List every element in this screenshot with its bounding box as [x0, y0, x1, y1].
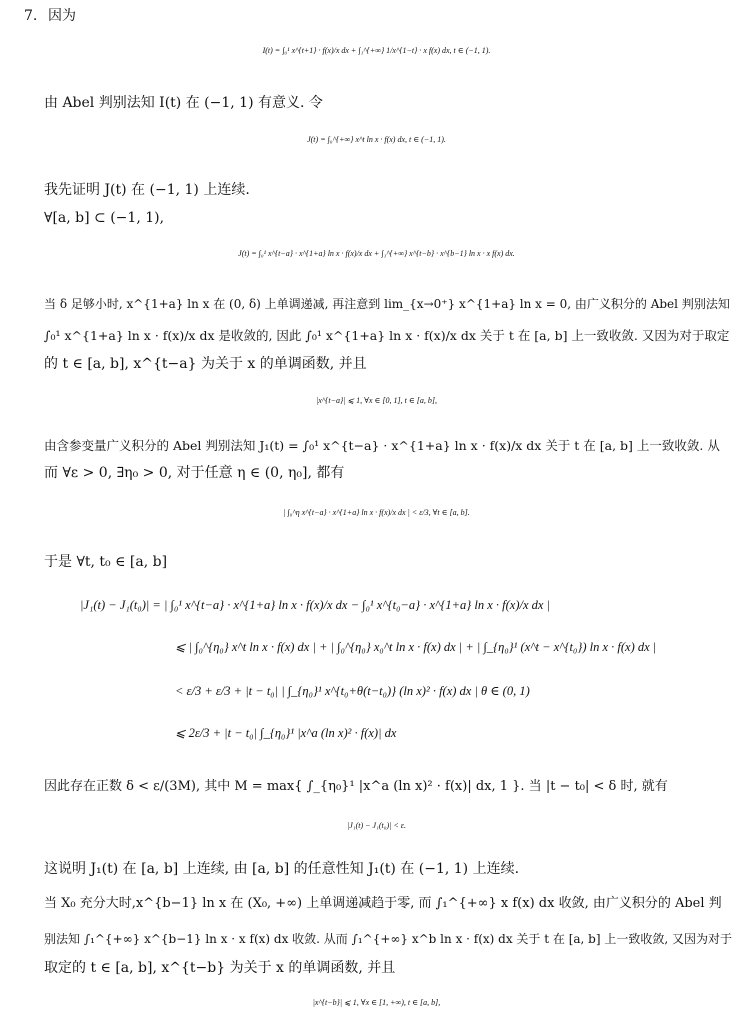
- text-line: 由 Abel 判别法知 I(t) 在 (−1, 1) 有意义. 令: [44, 95, 323, 111]
- text-line: 因为: [48, 8, 76, 24]
- text-line: 取定的 t ∈ [a, b], x^{t−b} 为关于 x 的单调函数, 并且: [44, 960, 396, 976]
- text-line: 因此存在正数 δ < ε/(3M), 其中 M = max{ ∫_{η₀}¹ |x^a (ln x)² · f(x)| dx, 1 }. 当 |t − t₀| < δ 时, 就有: [44, 779, 668, 794]
- equation-diff-1: |J₁(t) − J₁(t₀)| = | ∫₀¹ x^{t−a} · x^{1+a} ln x · f(x)/x dx − ∫₀¹ x^{t₀−a} · x^{1+a} ln x · f(x)/x dx |: [80, 598, 550, 612]
- equation-I: I(t) = ∫₀¹ x^{t+1} · f(x)/x dx + ∫₁^{+∞} 1/x^{1−t} · x f(x) dx, t ∈ (−1, 1).: [262, 46, 491, 55]
- equation-J-split: J(t) = ∫₀¹ x^{t−a} · x^{1+a} ln x · f(x)/x dx + ∫₁^{+∞} x^{t−b} · x^{b−1} ln x · x f(x) dx.: [238, 249, 515, 258]
- text-line: 我先证明 J(t) 在 (−1, 1) 上连续.: [44, 182, 250, 198]
- equation-conclusion: |J₁(t) − J₁(t₀)| < ε.: [347, 821, 406, 830]
- text-line: 这说明 J₁(t) 在 [a, b] 上连续, 由 [a, b] 的任意性知 J₁(t) 在 (−1, 1) 上连续.: [44, 861, 520, 877]
- text-line: 当 X₀ 充分大时,x^{b−1} ln x 在 (X₀, +∞) 上单调递减趋于零, 而 ∫₁^{+∞} x f(x) dx 收敛, 由广义积分的 Abel 判: [44, 896, 722, 911]
- text-line: 的 t ∈ [a, b], x^{t−a} 为关于 x 的单调函数, 并且: [44, 356, 367, 372]
- equation-diff-4: ⩽ 2ε/3 + |t − t₀| ∫_{η₀}¹ |x^a (ln x)² · f(x)| dx: [175, 726, 397, 740]
- equation-eps-bound: | ∫₀^η x^{t−a} · x^{1+a} ln x · f(x)/x dx | < ε/3, ∀t ∈ [a, b].: [283, 508, 470, 517]
- text-line: 别法知 ∫₁^{+∞} x^{b−1} ln x · x f(x) dx 收敛. 从而 ∫₁^{+∞} x^b ln x · f(x) dx 关于 t 在 [a, b] 上一致收敛, 又因为对于: [44, 932, 732, 946]
- problem-number: 7.: [24, 8, 38, 24]
- equation-diff-2: ⩽ | ∫₀^{η₀} x^t ln x · f(x) dx | + | ∫₀^{η₀} x₀^t ln x · f(x) dx | + | ∫_{η₀}¹ (x^t − x^{t₀}) ln x · f(x) dx |: [175, 640, 657, 654]
- text-line: 当 δ 足够小时, x^{1+a} ln x 在 (0, δ) 上单调递减, 再注意到 lim_{x→0⁺} x^{1+a} ln x = 0, 由广义积分的 Abel 判别法知: [44, 297, 730, 311]
- equation-bound-b: |x^{t−b}| ⩽ 1, ∀x ∈ [1, +∞), t ∈ [a, b],: [312, 998, 441, 1007]
- equation-bound-a: |x^{t−a}| ⩽ 1, ∀x ∈ [0, 1], t ∈ [a, b],: [316, 396, 437, 405]
- text-line: 由含参变量广义积分的 Abel 判别法知 J₁(t) = ∫₀¹ x^{t−a} · x^{1+a} ln x · f(x)/x dx 关于 t 在 [a, b] 上一致收敛. 从: [44, 438, 720, 453]
- text-line: 于是 ∀t, t₀ ∈ [a, b]: [44, 554, 168, 570]
- equation-diff-3: < ε/3 + ε/3 + |t − t₀| | ∫_{η₀}¹ x^{t₀+θ(t−t₀)} (ln x)² · f(x) dx | θ ∈ (0, 1): [175, 684, 530, 698]
- text-line: ∀[a, b] ⊂ (−1, 1),: [44, 210, 165, 226]
- text-line: 而 ∀ε > 0, ∃η₀ > 0, 对于任意 η ∈ (0, η₀], 都有: [44, 465, 345, 481]
- equation-J: J(t) = ∫₀^{+∞} x^t ln x · f(x) dx, t ∈ (−1, 1).: [307, 135, 446, 144]
- text-line: ∫₀¹ x^{1+a} ln x · f(x)/x dx 是收敛的, 因此 ∫₀¹ x^{1+a} ln x · f(x)/x dx 关于 t 在 [a, b] 上一致收敛. 又因为对于取定: [44, 328, 730, 343]
